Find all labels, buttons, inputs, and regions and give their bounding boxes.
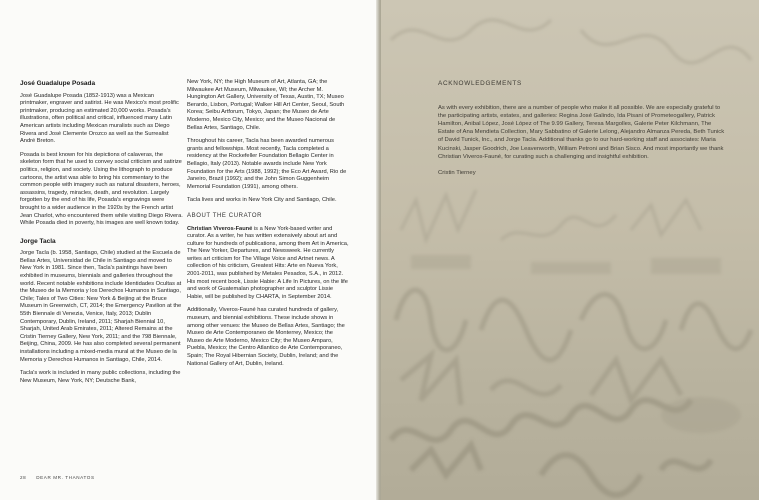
tacla-lives-paragraph: Tacla lives and works in New York City and Santiago, Chile. <box>187 197 337 204</box>
curator-paragraph-1-text: is a New York-based writer and curator. As a writer, he has written extensively about art and culture for hundreds of publications, among them Art in America, The New Yorker, Departures, and Newsweek. He currently writes art criticism for The Village Voice and Artnet news. A collection of his criticism, Greatest Hits: Arte en Nueva York, 2001-2011, was published by Metales Pesados, S.A., in 2012. His most recent book, Lissie Habie: A Life In Pictures, on the life and work of Guatemalan photographer and sculptor Lissie Habie, will be published by CHARTA, in September 2014. <box>187 225 349 300</box>
tacla-collections-paragraph: New York, NY; the High Museum of Art, Atlanta, GA; the Milwaukee Art Museum, Milwaukee, WI; the Archer M. Hungington Art Gallery, University of Texas, Austin, TX; Museo Berardo, Lisbon, Portugal; Walker Hill Art Center, Seoul, South Korea; Seibu Artforum, Tokyo, Japan; the Museo de Arte Moderno, Mexico City, Mexico; and the Museo Nacional de Bellas Artes, Santiago, Chile. <box>187 79 345 131</box>
tacla-awards-paragraph: Throughout his career, Tacla has been awarded numerous grants and fellowships. Most recently, Tacla completed a residency at the Rockefeller Foundation Bellagio Center in Bellagio, Italy (2013). Notable awards include New York Foundation for the Arts (1988, 1992); the Eco Art Award, Rio de Janeiro, Brazil (1992); and the John Simon Guggenheim Memorial Foundation (1991), among others. <box>187 138 347 190</box>
right-page <box>381 0 759 500</box>
page-number: 28 <box>20 475 27 480</box>
tacla-paragraph-2: Tacla's work is included in many public collections, including the New Museum, New York, NY; Deutsche Bank, <box>20 370 181 384</box>
posada-heading: José Guadalupe Posada <box>20 80 96 87</box>
running-title: DEAR MR. THANATOS <box>36 475 95 480</box>
graffiti-background-image <box>381 0 759 500</box>
acknowledgements-section <box>438 80 726 185</box>
left-column-2 <box>187 79 350 374</box>
posada-paragraph-1: José Guadalupe Posada (1852-1913) was a Mexican printmaker, engraver and satirist. He was Mexico's most prolific printmaker, producing an estimated 20,000 works. Posada's illustrations, often political and critical, influenced many Latin American artists including Mexican muralists such as Diego Rivera and José Clemente Orozco as well as the Surrealist André Breton. <box>20 92 179 145</box>
left-page <box>0 0 378 500</box>
left-column-1 <box>20 80 183 391</box>
acknowledgements-signature: Cristin Tierney <box>438 169 476 176</box>
tacla-heading: Jorge Tacla <box>20 237 56 245</box>
posada-paragraph-2: Posada is best known for his depictions of calaveras, the skeleton form that he used to convey social criticism and satirize politics, religion, and society. Using the lithograph to produce cartoons, the artist was able to bring his commentary to the common people with imagery such as natural disasters, heroes, assassins, tragedy, miracles, death, and revolution. Largely forgotten by the end of his life, Posada's engravings were brought to a wider audience in the 1920s by the French artist Jean Charlot, who encountered them while visiting Diego Rivera. While Posada died in poverty, his images are well known today. <box>20 151 183 227</box>
tacla-paragraph-1: Jorge Tacla (b. 1958, Santiago, Chile) studied at the Escuela de Bellas Artes, Universidad de Chile in Santiago and moved to New York in 1981. Since then, Tacla's paintings have been exhibited in museums, biennials and galleries throughout the world. Recent notable exhibitions include Identidades Ocultas at the Museo de la Memoria y los Derechos Humanos in Santiago, Chile; Tales of Two Cities: New York & Beijing at the Bruce Museum in Greenwich, CT, 2014; the Emergency Pavilion at the 55th Biennale di Venezia, Venice, Italy, 2013; Dublin Contemporary, Dublin, Ireland, 2011; Sharjah Biennial 10, Sharjah, United Arab Emirates, 2011; Altered Remains at the Cristin Tierney Gallery, New York, 2011; and the 798 Biennale, Beijing, China, 2009. He has also completed several permanent installations including a mixed-media mural at the Museo de la Memoria y Derechos Humanos in Santiago, Chile, 2014. <box>20 250 182 363</box>
acknowledgements-paragraph: As with every exhibition, there are a number of people who make it all possible. We are especially grateful to the participating artists, estates, and galleries: Regina José Galindo, Ida Pisani of Prometeogallery, Patrick Hamilton, Anibal López, José López of The 9.99 Gallery, Teresa Margolles, Galerie Peter Kilchmann, The Estate of Ana Mendieta Collection, Mary Sabbatino of Galerie Lelong, Alejandro Almanza Pereda, Beth Tunick of David Tunick, Inc., and Jorge Tacla. Additional thanks go to our hard-working staff and associates: Maria Kucinski, Jasper Goodrich, Joe Leavenworth, William Petroni and Brian Sisco. And most importantly we thank Christian Viveros-Fauné, for curating such a challenging and insightful exhibition. <box>438 105 725 160</box>
curator-name: Christian Viveros-Fauné <box>187 225 253 232</box>
folio <box>20 475 95 480</box>
curator-paragraph-2: Additionally, Viveros-Fauné has curated hundreds of gallery, museum, and biennial exhibitions. These include shows in among other venues: the Museo de Bellas Artes, Santiago; the Museo de Arte Contemporaneo de Monterrey, Mexico; the Museo de Arte Moderno, Mexico City; the Museo Amparo, Puebla, Mexico; the Centro Atlantico de Arte Contemporaneo, Spain; The Royal Hibernian Society, Dublin, Ireland; and the National Gallery of Art, Dublin, Ireland. <box>187 307 345 367</box>
curator-paragraph-1 <box>187 226 350 302</box>
curator-heading: ABOUT THE CURATOR <box>187 212 263 219</box>
acknowledgements-heading: ACKNOWLEDGEMENTS <box>438 80 522 87</box>
